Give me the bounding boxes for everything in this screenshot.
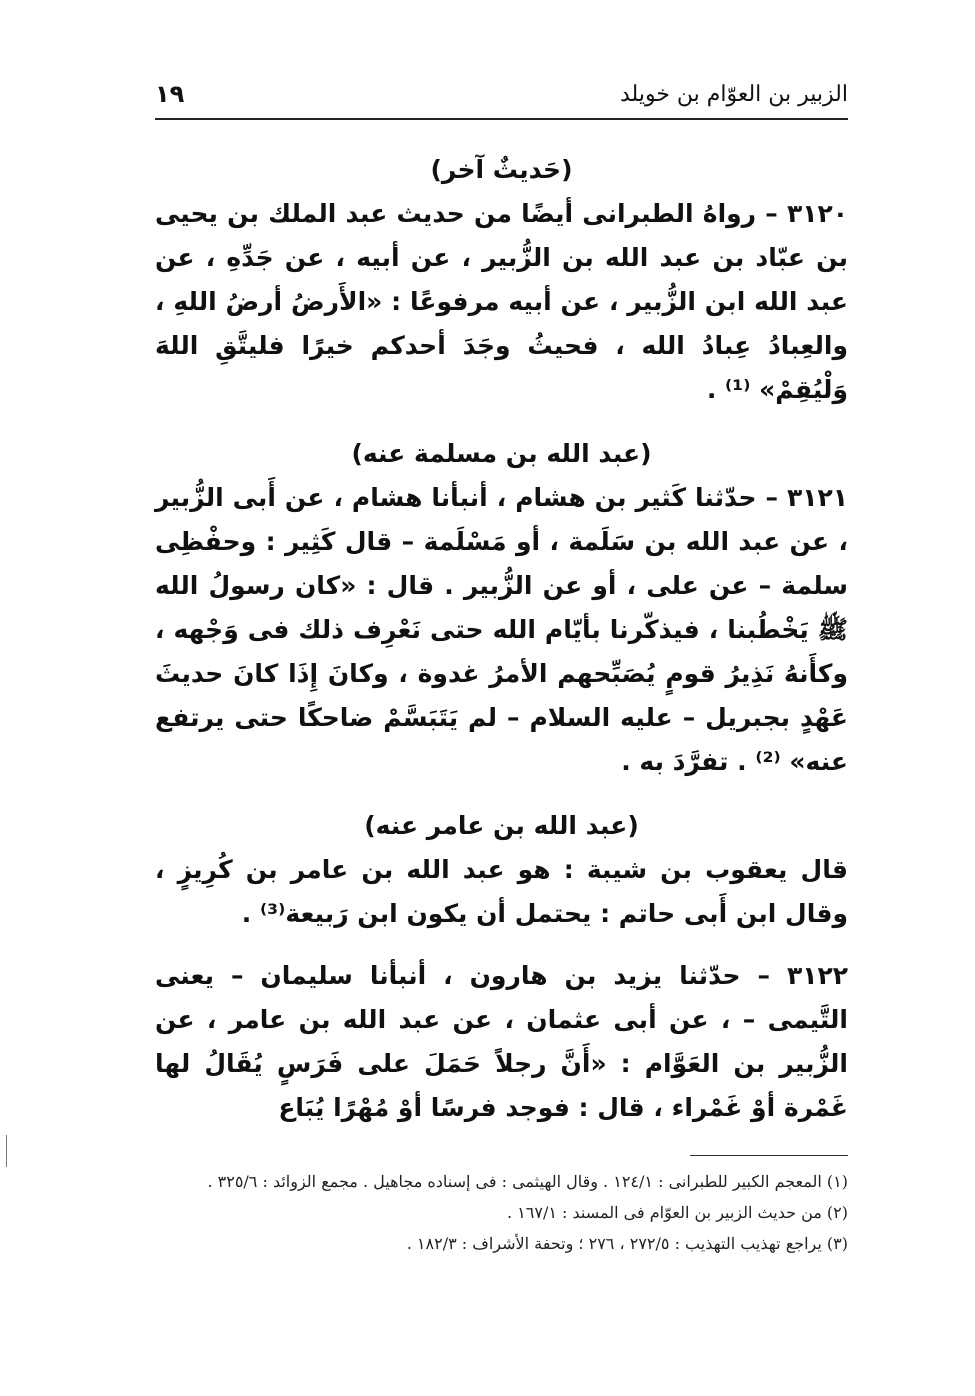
hadith-3121: ٣١٢١ – حدّثنا كَثير بن هشام ، أنبأنا هشام ، عن أَبى الزُّبير ، عن عبد الله بن سَلَمة ، أو مَسْلَمة – قال كَثِير : وحفْظِى سلمة – عن على ، أو عن الزُّبير . قال : «كان رسولُ الله ﷺ يَخْطُبنا ، فيذكّرنا بأيّام الله حتى نَعْرِف ذلك فى وَجْهه ، وكأَنهُ نَذِيرُ قومٍ يُصَبِّحهم الأمرُ غدوة ، وكانَ إِذَا كانَ حديثَ عَهْدٍ بجبريل – عليه السلام – لم يَتَبَسَّمْ ضاحكًا حتى يرتفع عنه» ⁽²⁾ . تفرَّدَ به . [155,483,848,776]
header-divider [155,118,848,120]
footnotes [155,1166,848,1259]
narrator-note: قال يعقوب بن شيبة : هو عبد الله بن عامر بن كُرِيزٍ ، وقال ابن أَبى حاتم : يحتمل أن يكون ابن رَبيعة⁽³⁾ . [155,855,848,928]
footnote-3: (٣) يراجع تهذيب التهذيب : ٢٧٢/٥ ، ٢٧٦ ؛ وتحفة الأشراف : ١٨٢/٣ . [406,1234,848,1253]
scan-edge-mark [6,1135,7,1167]
footnote-1: (١) المعجم الكبير للطبرانى : ١٢٤/١ . وقال الهيثمى : فى إسناده مجاهيل . مجمع الزوائد : ٣٢٥/٦ . [207,1172,848,1191]
page-header [155,72,848,116]
running-title: الزبير بن العوّام بن خويلد [619,81,848,107]
footnote-divider [690,1155,848,1156]
section-heading-another-hadith: (حَديثٌ آخر) [430,155,573,184]
hadith-3122: ٣١٢٢ – حدّثنا يزيد بن هارون ، أنبأنا سليمان – يعنى التَّيمى – ، عن أبى عثمان ، عن عبد الله بن عامر ، عن الزُّبير بن العَوَّام : «أَنَّ رجلاً حَمَلَ على فَرَسٍ يُقَالُ لها غَمْرة أوْ غَمْراء ، قال : فوجد فرسًا أوْ مُهْرًا يُبَاع [155,961,848,1122]
footnote-2: (٢) من حديث الزبير بن العوّام فى المسند : ١٦٧/١ . [507,1203,848,1222]
main-text [155,150,848,1130]
section-heading-abdullah-bin-maslama: (عبد الله بن مسلمة عنه) [351,439,652,468]
section-heading-abdullah-bin-amir: (عبد الله بن عامر عنه) [364,811,639,840]
page-number: ١٩ [155,80,185,108]
hadith-3120: ٣١٢٠ – رواهُ الطبرانى أيضًا من حديث عبد الملك بن يحيى بن عبّاد بن عبد الله بن الزُّبير ، عن أبيه ، عن جَدِّهِ ، عن عبد الله ابن الزُّبير ، عن أبيه مرفوعًا : «الأَرضُ أرضُ اللهِ ، والعِبادُ عِبادُ الله ، فحيثُ وجَدَ أحدكم خيرًا فليتَّقِ اللهَ وَلْيُقِمْ» ⁽¹⁾ . [155,199,848,404]
